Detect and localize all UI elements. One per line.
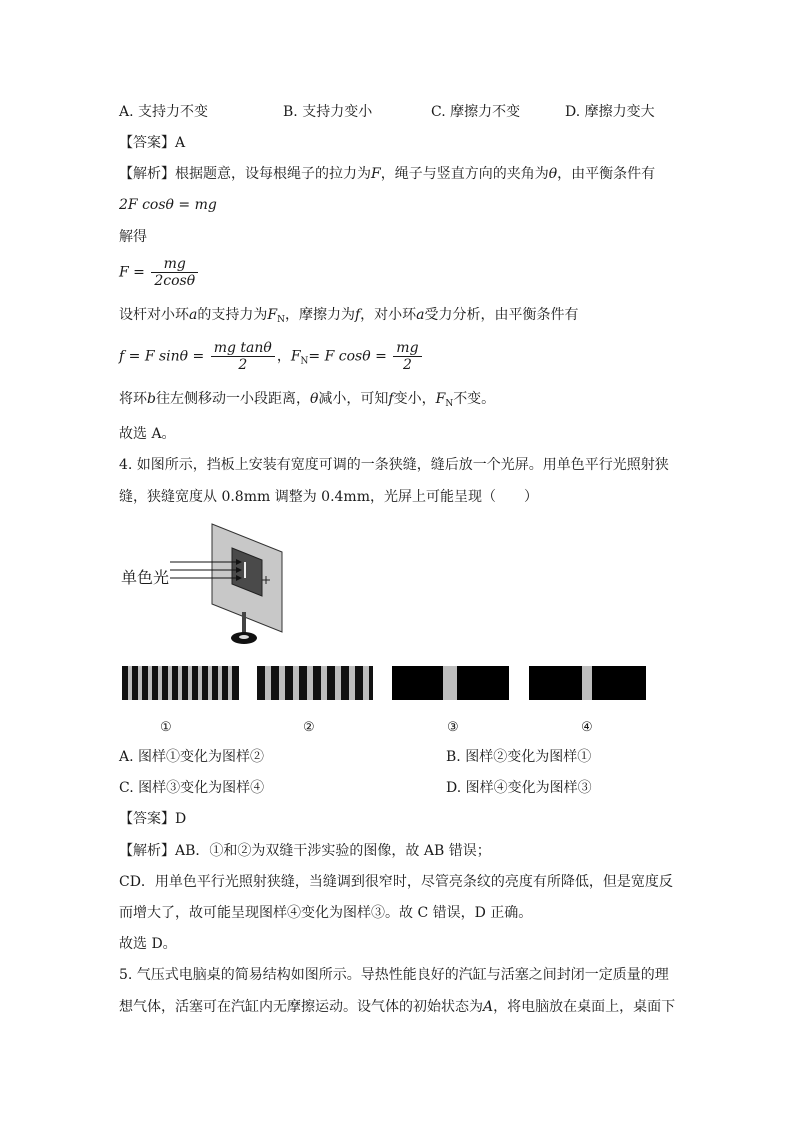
symbol-theta: θ [309, 391, 319, 407]
pattern-3 [392, 666, 509, 700]
subscript-N: N [445, 399, 454, 409]
pattern-4 [529, 666, 646, 700]
text: 受力分析，由平衡条件有 [424, 307, 579, 323]
subscript-N: N [277, 315, 285, 325]
analysis-tag: 【解析】 [119, 166, 175, 182]
text: 的支持力为 [197, 307, 268, 323]
text: 想气体，活塞可在汽缸内无摩擦运动。设气体的初始状态为 [119, 999, 483, 1015]
text: ，对小环 [360, 307, 417, 323]
stand-base-top [239, 635, 249, 639]
fraction [211, 340, 275, 373]
option-b: B. 支持力变小 [283, 104, 373, 120]
analysis-q3-line3 [119, 389, 495, 414]
pattern-4-stripes [529, 666, 646, 700]
fraction [151, 256, 198, 289]
symbol-a: a [189, 307, 198, 323]
analysis-q4-line3: 而增大了，故可能呈现图样④变化为图样③。故 C 错误，D 正确。 [119, 905, 533, 921]
analysis-q3-line1 [119, 164, 655, 184]
text: ，将电脑放在桌面上，桌面下 [493, 999, 676, 1015]
equation-2 [119, 256, 200, 289]
question-4-stem-2: 缝，狭缝宽度从 0.8mm 调整为 0.4mm，光屏上可能呈现（ ） [119, 489, 538, 505]
choose-q4: 故选 D。 [119, 936, 177, 952]
symbol-FN: F [435, 391, 446, 407]
symbol-F: F [371, 166, 381, 182]
q4-option-c: C. 图样③变化为图样④ [119, 780, 265, 796]
text: 根据题意，设每根绳子的拉力为 [175, 166, 371, 182]
symbol-FN: F [290, 348, 301, 365]
solve-label: 解得 [119, 229, 147, 245]
pattern-label-3: ③ [447, 720, 459, 735]
denominator: 2 [402, 357, 412, 373]
analysis-q4-line2: CD．用单色平行光照射狭缝，当缝调到很窄时，尽管亮条纹的亮度有所降低，但是宽度反 [119, 874, 673, 890]
slit-apparatus-figure [170, 522, 300, 652]
text: 减小，可知 [318, 391, 389, 407]
text: 将环 [119, 391, 147, 407]
q4-option-d: D. 图样④变化为图样③ [446, 780, 592, 796]
answer-q4: 【答案】D [119, 811, 187, 827]
analysis-q4-line1: 【解析】AB．①和②为双缝干涉实验的图像，故 AB 错误； [119, 843, 491, 859]
text: 变小， [393, 391, 436, 407]
text: 不变。 [453, 391, 496, 407]
equation-3 [119, 340, 424, 373]
option-d: D. 摩擦力变大 [565, 104, 655, 120]
text: ，绳子与竖直方向的夹角为 [380, 166, 549, 182]
answer-q3: 【答案】A [119, 135, 186, 151]
pattern-label-4: ④ [581, 720, 593, 735]
separator: ， [276, 348, 291, 365]
stand-post [242, 612, 246, 634]
symbol-a: a [416, 307, 425, 323]
question-5-stem-1: 5. 气压式电脑桌的简易结构如图所示。导热性能良好的汽缸与活塞之间封闭一定质量的理 [119, 967, 669, 983]
eq-lhs: f = F sinθ = [119, 348, 205, 365]
symbol-theta: θ [548, 166, 558, 182]
analysis-q3-line2 [119, 305, 579, 330]
pattern-label-1: ① [160, 720, 172, 735]
eq-mid: = F cosθ = [308, 348, 387, 365]
choose-q3: 故选 A。 [119, 426, 176, 442]
symbol-b: b [147, 391, 156, 407]
option-a: A. 支持力不变 [119, 104, 209, 120]
equation-1: 2F cosθ = mg [119, 197, 217, 213]
pattern-2 [257, 666, 373, 700]
subscript-N: N [300, 356, 309, 367]
numerator: mg tanθ [211, 340, 275, 357]
numerator: mg [151, 256, 198, 273]
symbol-A: A [483, 999, 494, 1015]
question-4-stem-1: 4. 如图所示，挡板上安装有宽度可调的一条狭缝，缝后放一个光屏。用单色平行光照射狭 [119, 457, 669, 473]
symbol-FN: F [267, 307, 278, 323]
text: 往左侧移动一小段距离， [155, 391, 310, 407]
q4-option-b: B. 图样②变化为图样① [446, 749, 592, 765]
pattern-3-stripes [392, 666, 509, 700]
figure-light-label: 单色光 [121, 568, 170, 587]
pattern-label-2: ② [303, 720, 315, 735]
eq-lhs: F = [119, 264, 145, 281]
text: 设杆对小环 [119, 307, 189, 323]
question-5-stem-2 [119, 997, 675, 1017]
pattern-2-stripes [257, 666, 373, 700]
text: ，由平衡条件有 [557, 166, 656, 182]
denominator: 2 [238, 357, 248, 373]
numerator: mg [393, 340, 421, 357]
denominator: 2cosθ [154, 273, 196, 289]
pattern-1-stripes [122, 666, 239, 700]
text: ，摩擦力为 [284, 307, 355, 323]
option-c: C. 摩擦力不变 [431, 104, 521, 120]
fraction [393, 340, 421, 373]
symbol-f: f [354, 307, 361, 323]
pattern-1 [122, 666, 239, 700]
q4-option-a: A. 图样①变化为图样② [119, 749, 265, 765]
symbol-f: f [388, 391, 394, 407]
